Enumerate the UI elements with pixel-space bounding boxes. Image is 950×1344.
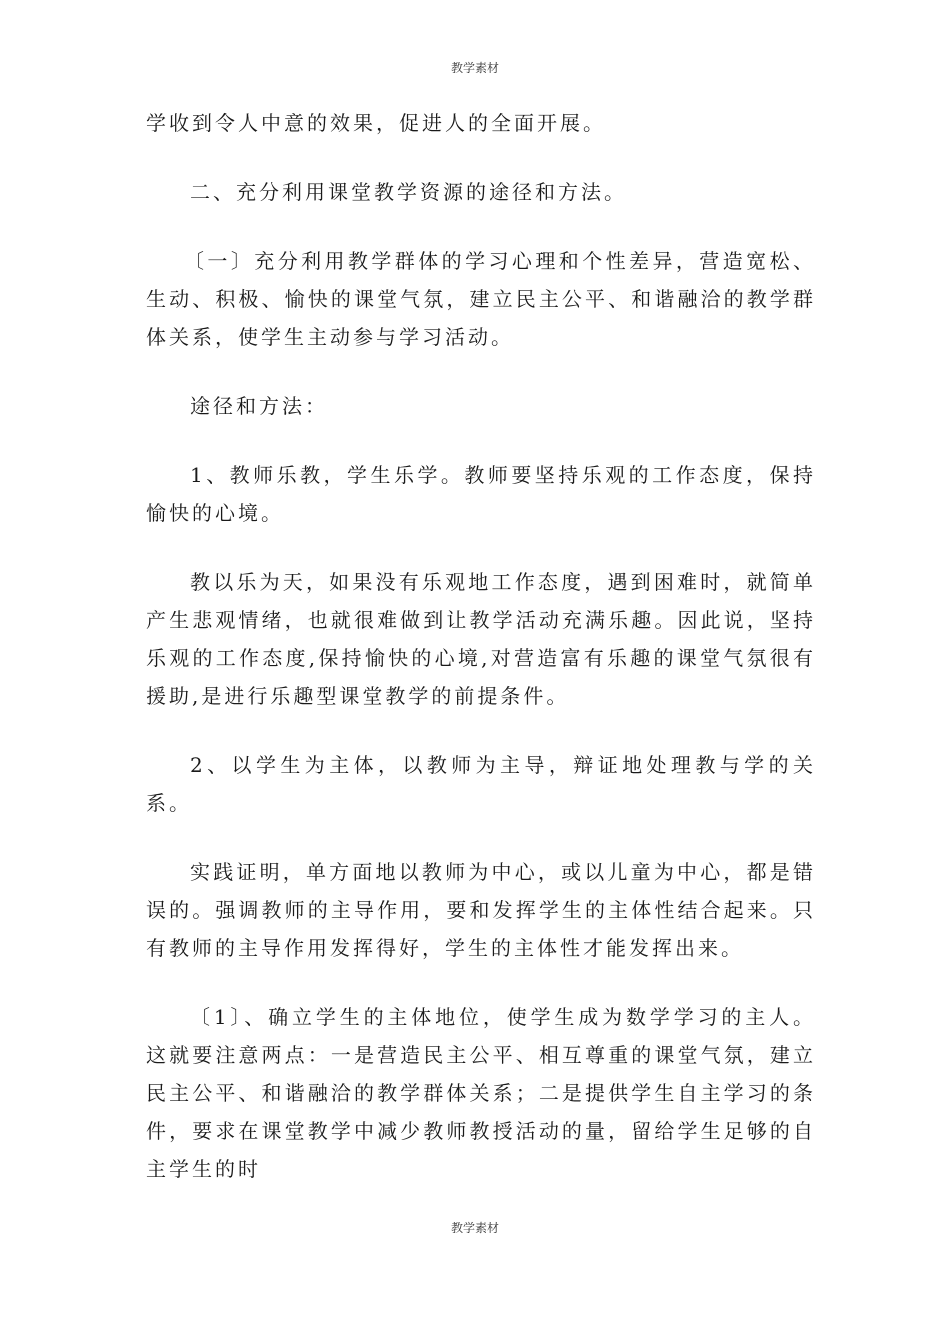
point-1-detail: 教以乐为天，如果没有乐观地工作态度，遇到困难时，就简单产生悲观情绪，也就很难做到让教学活动充满乐趣。因此说，坚持乐观的工作态度,保持愉快的心境,对营造富有乐趣的课堂气氛很有援助,是进行乐趣型课堂教学的前提条件。 — [146, 570, 816, 708]
subsection-paragraph: 〔一〕充分利用教学群体的学习心理和个性差异，营造宽松、生动、积极、愉快的课堂气氛，建立民主公平、和谐融洽的教学群体关系，使学生主动参与学习活动。 — [146, 249, 816, 349]
page-header: 教学素材 — [450, 61, 499, 75]
methods-label: 途径和方法： — [190, 394, 328, 418]
sub-point-1-paragraph: 〔1〕、确立学生的主体地位，使学生成为数学学习的主人。这就要注意两点：一是营造民主公平、相互尊重的课堂气氛，建立民主公平、和谐融洽的教学群体关系；二是提供学生自主学习的条件，要求在课堂教学中减少教师教授活动的量，留给学生足够的自主学生的时 — [146, 1005, 816, 1181]
document-body — [146, 104, 816, 1219]
section-heading: 二、充分利用课堂教学资源的途径和方法。 — [190, 180, 627, 204]
point-2-detail: 实践证明，单方面地以教师为中心，或以儿童为中心，都是错误的。强调教师的主导作用，要和发挥学生的主体性结合起来。只有教师的主导作用发挥得好，学生的主体性才能发挥出来。 — [146, 860, 816, 960]
point-2-paragraph: 2、以学生为主体，以教师为主导，辩证地处理教与学的关系。 — [146, 753, 816, 815]
paragraph-continuation: 学收到令人中意的效果，促进人的全面开展。 — [146, 111, 606, 135]
page-footer: 教学素材 — [450, 1221, 499, 1235]
point-1-paragraph: 1、教师乐教，学生乐学。教师要坚持乐观的工作态度，保持愉快的心境。 — [146, 463, 816, 525]
